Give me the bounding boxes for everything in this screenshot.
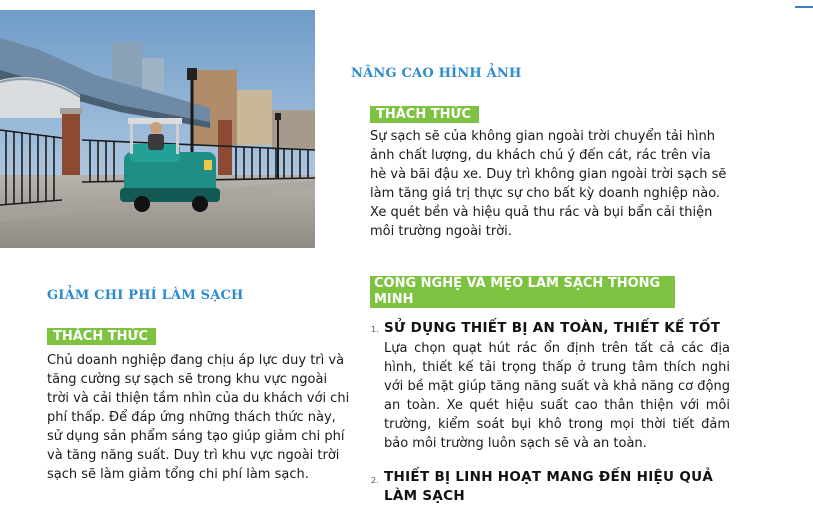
item-1-title: SỬ DỤNG THIẾT BỊ AN TOÀN, THIẾT KẾ TỐT: [384, 320, 721, 336]
sweeper-photo: [0, 10, 315, 248]
item-1-number: 1.: [371, 325, 379, 334]
challenge-tag-right: THÁCH THỨC: [370, 106, 479, 123]
tech-tips-tag: CÔNG NGHỆ VÀ MẸO LÀM SẠCH THÔNG MINH: [370, 276, 675, 308]
section-heading-image: NÂNG CAO HÌNH ẢNH: [351, 66, 522, 81]
challenge-text-right: Sự sạch sẽ của không gian ngoài trời chuyển tải hình ảnh chất lượng, du khách chú ý đến cát, rác trên vỉa hè và bãi đậu xe. Duy trì không gian ngoài trời sạch sẽ làm tăng giá trị thực sự cho bất kỳ doanh nghiệp nào. Xe quét bền và hiệu quả thu rác và bụi bẩn cải thiện môi trường ngoài trời.: [370, 129, 727, 239]
item-1-text: Lựa chọn quạt hút rác ổn định trên tất cả các địa hình, thiết kế tải trọng thấp ở trung tâm thích nghi với bề mặt giúp tăng năng suất và khả năng cơ động an toàn. Xe quét hiệu suất cao thân thiện với môi trường, kiểm soát bụi khô trong mọi thời tiết đảm bảo môi trường luôn sạch sẽ và an toàn.: [384, 341, 730, 451]
item-2-title: THIẾT BỊ LINH HOẠT MANG ĐẾN HIỆU QUẢ LÀM SẠCH: [384, 469, 714, 504]
section-heading-cost: GIẢM CHI PHÍ LÀM SẠCH: [47, 288, 244, 303]
top-accent-rule: [795, 6, 813, 8]
challenge-text-left: Chủ doanh nghiệp đang chịu áp lực duy trì và tăng cường sự sạch sẽ trong khu vực ngoài trời và cải thiện tầm nhìn của du khách với chi phí thấp. Để đáp ứng những thách thức này, sử dụng sản phẩm sáng tạo giúp giảm chi phí và tăng năng suất. Duy trì khu vực ngoài trời sạch sẽ làm giảm tổng chi phí làm sạch.: [47, 353, 350, 482]
item-2-number: 2.: [371, 476, 379, 485]
challenge-tag-left: THÁCH THỨC: [47, 328, 156, 345]
